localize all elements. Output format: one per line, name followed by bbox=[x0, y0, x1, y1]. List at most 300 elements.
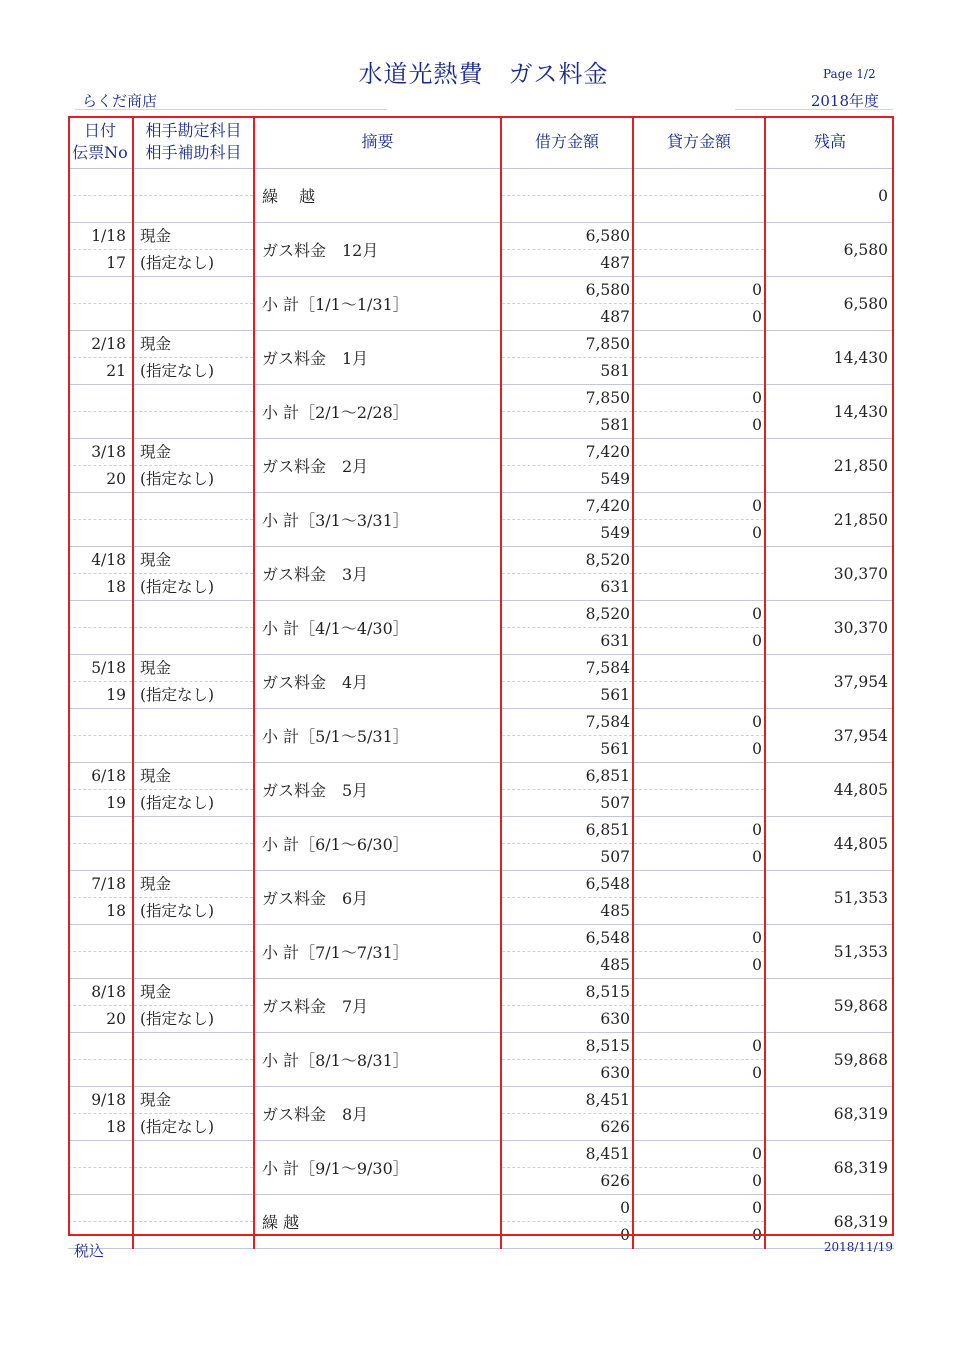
counter-account: 現金 bbox=[134, 763, 253, 790]
counter-account: 現金 bbox=[134, 331, 253, 358]
date-cell bbox=[68, 439, 133, 493]
account-cell bbox=[133, 277, 254, 331]
voucher-no bbox=[68, 520, 132, 547]
debit-cell bbox=[501, 493, 633, 547]
debit-tax: 0 bbox=[620, 1225, 630, 1244]
ledger-row bbox=[68, 1033, 894, 1087]
counter-subaccount bbox=[134, 952, 253, 979]
account-cell bbox=[133, 1195, 254, 1249]
entry-date bbox=[68, 1033, 132, 1060]
credit-amount: 0 bbox=[634, 277, 764, 304]
balance: 68,319 bbox=[765, 1141, 894, 1195]
debit-cell bbox=[501, 709, 633, 763]
ledger-row bbox=[68, 385, 894, 439]
counter-account bbox=[134, 601, 253, 628]
credit-tax bbox=[634, 1006, 764, 1033]
entry-date: 3/18 bbox=[68, 439, 132, 466]
debit-amount: 8,515 bbox=[502, 1033, 632, 1060]
credit-cell bbox=[633, 169, 765, 223]
credit-amount: 0 bbox=[634, 709, 764, 736]
credit-tax bbox=[634, 898, 764, 925]
credit-amount: 0 bbox=[634, 601, 764, 628]
opening-row bbox=[68, 169, 894, 223]
ledger-row bbox=[68, 763, 894, 817]
debit-amount: 8,515 bbox=[502, 979, 632, 1006]
voucher-no: 18 bbox=[106, 901, 126, 920]
entry-date bbox=[68, 385, 132, 412]
entry-date bbox=[68, 601, 132, 628]
credit-cell bbox=[633, 925, 765, 979]
header-account-label: 相手勘定科目 bbox=[145, 121, 242, 140]
voucher-no: 20 bbox=[106, 469, 126, 488]
debit-tax: 485 bbox=[600, 955, 630, 974]
debit-tax: 485 bbox=[600, 901, 630, 920]
account-cell bbox=[133, 871, 254, 925]
counter-account bbox=[134, 925, 253, 952]
credit-tax: 0 bbox=[752, 847, 762, 866]
credit-cell bbox=[633, 1087, 765, 1141]
description: 小 計［8/1～8/31］ bbox=[254, 1033, 501, 1087]
credit-tax: 0 bbox=[752, 523, 762, 542]
debit-tax: 626 bbox=[600, 1171, 630, 1190]
debit-tax: 487 bbox=[600, 253, 630, 272]
counter-subaccount: (指定なし) bbox=[140, 793, 215, 812]
credit-tax bbox=[634, 358, 764, 385]
credit-tax: 0 bbox=[752, 631, 762, 650]
balance: 37,954 bbox=[765, 709, 894, 763]
credit-cell bbox=[633, 763, 765, 817]
debit-amount: 6,548 bbox=[502, 925, 632, 952]
credit-cell bbox=[633, 979, 765, 1033]
credit-cell bbox=[633, 277, 765, 331]
credit-amount bbox=[634, 223, 764, 250]
date-cell bbox=[68, 817, 133, 871]
entry-date: 4/18 bbox=[68, 547, 132, 574]
counter-account: 現金 bbox=[134, 1087, 253, 1114]
credit-cell bbox=[633, 547, 765, 601]
date-cell bbox=[68, 1033, 133, 1087]
credit-amount: 0 bbox=[634, 1141, 764, 1168]
credit-amount: 0 bbox=[634, 1033, 764, 1060]
description: 小 計［7/1～7/31］ bbox=[254, 925, 501, 979]
counter-account bbox=[134, 493, 253, 520]
debit-tax: 626 bbox=[600, 1117, 630, 1136]
counter-account bbox=[134, 385, 253, 412]
counter-subaccount bbox=[134, 1168, 253, 1195]
debit-tax: 507 bbox=[600, 793, 630, 812]
date-cell bbox=[68, 763, 133, 817]
date-cell bbox=[68, 1141, 133, 1195]
description: 小 計［9/1～9/30］ bbox=[254, 1141, 501, 1195]
voucher-no bbox=[68, 952, 132, 979]
debit-tax: 507 bbox=[600, 847, 630, 866]
date-cell bbox=[68, 709, 133, 763]
credit-tax: 0 bbox=[752, 1171, 762, 1190]
entry-date bbox=[68, 925, 132, 952]
debit-amount: 6,851 bbox=[502, 817, 632, 844]
opening-label: 繰 越 bbox=[254, 169, 501, 223]
header-row bbox=[68, 116, 894, 169]
balance: 30,370 bbox=[765, 601, 894, 655]
counter-account bbox=[134, 709, 253, 736]
year-underline bbox=[735, 109, 893, 110]
description: ガス料金 3月 bbox=[254, 547, 501, 601]
credit-tax: 0 bbox=[752, 739, 762, 758]
ledger-row bbox=[68, 817, 894, 871]
counter-account bbox=[134, 277, 253, 304]
date-cell bbox=[68, 277, 133, 331]
date-cell bbox=[68, 169, 133, 223]
credit-amount: 0 bbox=[634, 493, 764, 520]
debit-tax: 549 bbox=[600, 523, 630, 542]
debit-tax: 581 bbox=[600, 361, 630, 380]
credit-tax bbox=[634, 250, 764, 277]
header-voucher-label: 伝票No bbox=[72, 143, 128, 162]
counter-subaccount: (指定なし) bbox=[140, 253, 215, 272]
date-cell bbox=[68, 871, 133, 925]
date-cell bbox=[68, 979, 133, 1033]
description: ガス料金 12月 bbox=[254, 223, 501, 277]
account-cell bbox=[133, 547, 254, 601]
ledger-row bbox=[68, 277, 894, 331]
balance: 14,430 bbox=[765, 385, 894, 439]
debit-cell bbox=[501, 601, 633, 655]
credit-cell bbox=[633, 817, 765, 871]
credit-amount bbox=[634, 331, 764, 358]
entry-date: 1/18 bbox=[68, 223, 132, 250]
description: 小 計［1/1～1/31］ bbox=[254, 277, 501, 331]
debit-amount: 7,420 bbox=[502, 439, 632, 466]
account-cell bbox=[133, 655, 254, 709]
account-cell bbox=[133, 817, 254, 871]
credit-cell bbox=[633, 655, 765, 709]
balance: 37,954 bbox=[765, 655, 894, 709]
date-cell bbox=[68, 547, 133, 601]
balance: 51,353 bbox=[765, 871, 894, 925]
debit-amount: 8,451 bbox=[502, 1141, 632, 1168]
counter-subaccount: (指定なし) bbox=[140, 685, 215, 704]
voucher-no: 18 bbox=[106, 577, 126, 596]
date-cell bbox=[68, 601, 133, 655]
debit-amount: 7,850 bbox=[502, 331, 632, 358]
ledger-row bbox=[68, 493, 894, 547]
credit-tax: 0 bbox=[752, 415, 762, 434]
credit-amount bbox=[634, 763, 764, 790]
header-account bbox=[133, 116, 254, 169]
entry-date bbox=[68, 493, 132, 520]
debit-tax: 581 bbox=[600, 415, 630, 434]
credit-tax bbox=[634, 1114, 764, 1141]
debit-cell bbox=[501, 925, 633, 979]
debit-tax: 549 bbox=[600, 469, 630, 488]
counter-subaccount bbox=[134, 628, 253, 655]
account-cell bbox=[133, 223, 254, 277]
counter-account bbox=[134, 1033, 253, 1060]
voucher-no bbox=[68, 304, 132, 331]
credit-amount bbox=[634, 439, 764, 466]
counter-subaccount: (指定なし) bbox=[140, 901, 215, 920]
debit-amount: 6,851 bbox=[502, 763, 632, 790]
counter-subaccount bbox=[134, 520, 253, 547]
debit-amount: 8,520 bbox=[502, 547, 632, 574]
entry-date bbox=[68, 817, 132, 844]
ledger-row bbox=[68, 223, 894, 277]
entry-date: 2/18 bbox=[68, 331, 132, 358]
date-cell bbox=[68, 1087, 133, 1141]
debit-amount: 6,580 bbox=[502, 277, 632, 304]
description: 小 計［6/1～6/30］ bbox=[254, 817, 501, 871]
debit-cell bbox=[501, 277, 633, 331]
debit-amount: 8,451 bbox=[502, 1087, 632, 1114]
debit-tax: 487 bbox=[600, 307, 630, 326]
credit-cell bbox=[633, 331, 765, 385]
header-date-label: 日付 bbox=[83, 121, 116, 140]
header-description: 摘要 bbox=[254, 116, 501, 169]
counter-subaccount: (指定なし) bbox=[140, 1009, 215, 1028]
credit-cell bbox=[633, 1195, 765, 1249]
balance: 21,850 bbox=[765, 493, 894, 547]
ledger-row bbox=[68, 979, 894, 1033]
debit-amount: 7,850 bbox=[502, 385, 632, 412]
fiscal-year: 2018年度 bbox=[810, 92, 879, 110]
entry-date: 9/18 bbox=[68, 1087, 132, 1114]
credit-amount bbox=[634, 871, 764, 898]
account-cell bbox=[133, 439, 254, 493]
counter-subaccount bbox=[134, 1222, 253, 1249]
debit-amount: 6,580 bbox=[502, 223, 632, 250]
credit-amount: 0 bbox=[634, 817, 764, 844]
credit-tax: 0 bbox=[752, 1063, 762, 1082]
date-cell bbox=[68, 223, 133, 277]
debit-cell bbox=[501, 331, 633, 385]
debit-amount: 6,548 bbox=[502, 871, 632, 898]
debit-cell bbox=[501, 385, 633, 439]
counter-subaccount: (指定なし) bbox=[140, 1117, 215, 1136]
account-cell bbox=[133, 1087, 254, 1141]
header-balance: 残高 bbox=[765, 116, 894, 169]
debit-cell bbox=[501, 169, 633, 223]
header-credit: 貸方金額 bbox=[633, 116, 765, 169]
ledger-row bbox=[68, 439, 894, 493]
description: ガス料金 1月 bbox=[254, 331, 501, 385]
company-underline bbox=[75, 109, 387, 110]
credit-tax: 0 bbox=[752, 307, 762, 326]
voucher-no: 21 bbox=[106, 361, 126, 380]
credit-tax: 0 bbox=[752, 1225, 762, 1244]
description: ガス料金 7月 bbox=[254, 979, 501, 1033]
debit-tax: 561 bbox=[600, 685, 630, 704]
account-cell bbox=[133, 979, 254, 1033]
debit-cell bbox=[501, 817, 633, 871]
debit-cell bbox=[501, 763, 633, 817]
voucher-no bbox=[68, 1060, 132, 1087]
balance: 44,805 bbox=[765, 817, 894, 871]
entry-date bbox=[68, 277, 132, 304]
balance: 14,430 bbox=[765, 331, 894, 385]
counter-account bbox=[134, 1195, 253, 1222]
counter-subaccount: (指定なし) bbox=[140, 469, 215, 488]
voucher-no: 18 bbox=[106, 1117, 126, 1136]
credit-tax bbox=[634, 574, 764, 601]
debit-cell bbox=[501, 655, 633, 709]
description: ガス料金 5月 bbox=[254, 763, 501, 817]
counter-subaccount: (指定なし) bbox=[140, 577, 215, 596]
debit-cell bbox=[501, 871, 633, 925]
counter-account: 現金 bbox=[134, 655, 253, 682]
counter-subaccount bbox=[134, 412, 253, 439]
counter-account: 現金 bbox=[134, 223, 253, 250]
debit-cell bbox=[501, 439, 633, 493]
balance: 6,580 bbox=[765, 277, 894, 331]
debit-amount: 7,584 bbox=[502, 709, 632, 736]
account-cell bbox=[133, 331, 254, 385]
counter-account bbox=[134, 1141, 253, 1168]
counter-account: 現金 bbox=[134, 979, 253, 1006]
date-cell bbox=[68, 925, 133, 979]
credit-amount: 0 bbox=[634, 1195, 764, 1222]
credit-tax bbox=[634, 790, 764, 817]
account-cell bbox=[133, 709, 254, 763]
entry-date: 7/18 bbox=[68, 871, 132, 898]
counter-subaccount bbox=[134, 1060, 253, 1087]
ledger-row bbox=[68, 1087, 894, 1141]
description: ガス料金 6月 bbox=[254, 871, 501, 925]
counter-account: 現金 bbox=[134, 439, 253, 466]
balance: 68,319 bbox=[765, 1195, 894, 1249]
balance: 51,353 bbox=[765, 925, 894, 979]
debit-cell bbox=[501, 1087, 633, 1141]
counter-account: 現金 bbox=[134, 547, 253, 574]
counter-account bbox=[134, 817, 253, 844]
account-cell bbox=[133, 493, 254, 547]
counter-account: 現金 bbox=[134, 871, 253, 898]
entry-date bbox=[68, 1141, 132, 1168]
ledger-row bbox=[68, 331, 894, 385]
balance: 21,850 bbox=[765, 439, 894, 493]
entry-date: 5/18 bbox=[68, 655, 132, 682]
voucher-no bbox=[68, 844, 132, 871]
balance: 68,319 bbox=[765, 1087, 894, 1141]
balance: 59,868 bbox=[765, 1033, 894, 1087]
description: 小 計［5/1～5/31］ bbox=[254, 709, 501, 763]
voucher-no: 17 bbox=[106, 253, 126, 272]
ledger-row bbox=[68, 925, 894, 979]
debit-tax: 561 bbox=[600, 739, 630, 758]
balance: 6,580 bbox=[765, 223, 894, 277]
credit-tax bbox=[634, 682, 764, 709]
ledger-row bbox=[68, 1195, 894, 1249]
voucher-no: 20 bbox=[106, 1009, 126, 1028]
credit-amount bbox=[634, 1087, 764, 1114]
balance: 44,805 bbox=[765, 763, 894, 817]
header-date bbox=[68, 116, 133, 169]
description: ガス料金 4月 bbox=[254, 655, 501, 709]
counter-subaccount bbox=[134, 736, 253, 763]
header-subaccount-label: 相手補助科目 bbox=[145, 143, 242, 162]
credit-cell bbox=[633, 1141, 765, 1195]
entry-date bbox=[68, 1195, 132, 1222]
account-cell bbox=[133, 1141, 254, 1195]
credit-cell bbox=[633, 871, 765, 925]
date-cell bbox=[68, 493, 133, 547]
debit-cell bbox=[501, 1033, 633, 1087]
description: 小 計［4/1～4/30］ bbox=[254, 601, 501, 655]
date-cell bbox=[68, 331, 133, 385]
voucher-no: 19 bbox=[106, 793, 126, 812]
date-cell bbox=[68, 655, 133, 709]
balance: 59,868 bbox=[765, 979, 894, 1033]
entry-date: 8/18 bbox=[68, 979, 132, 1006]
description: 繰 越 bbox=[254, 1195, 501, 1249]
page-title: 水道光熱費 ガス料金 bbox=[358, 60, 609, 88]
voucher-no bbox=[68, 628, 132, 655]
debit-cell bbox=[501, 547, 633, 601]
debit-cell bbox=[501, 979, 633, 1033]
opening-balance: 0 bbox=[765, 169, 894, 223]
debit-amount: 0 bbox=[502, 1195, 632, 1222]
debit-cell bbox=[501, 1195, 633, 1249]
debit-tax: 631 bbox=[600, 631, 630, 650]
debit-cell bbox=[501, 1141, 633, 1195]
credit-amount bbox=[634, 547, 764, 574]
credit-cell bbox=[633, 601, 765, 655]
credit-amount bbox=[634, 655, 764, 682]
credit-cell bbox=[633, 439, 765, 493]
debit-tax: 630 bbox=[600, 1063, 630, 1082]
debit-tax: 631 bbox=[600, 577, 630, 596]
counter-subaccount bbox=[134, 304, 253, 331]
account-cell bbox=[133, 169, 254, 223]
description: 小 計［3/1～3/31］ bbox=[254, 493, 501, 547]
credit-amount: 0 bbox=[634, 925, 764, 952]
account-cell bbox=[133, 763, 254, 817]
header-debit: 借方金額 bbox=[501, 116, 633, 169]
ledger-row bbox=[68, 1141, 894, 1195]
credit-cell bbox=[633, 709, 765, 763]
debit-cell bbox=[501, 223, 633, 277]
credit-tax: 0 bbox=[752, 955, 762, 974]
ledger-row bbox=[68, 709, 894, 763]
voucher-no bbox=[68, 412, 132, 439]
printed-date: 2018/11/19 bbox=[823, 1240, 893, 1254]
ledger-row bbox=[68, 601, 894, 655]
credit-amount bbox=[634, 979, 764, 1006]
description: ガス料金 8月 bbox=[254, 1087, 501, 1141]
ledger-row bbox=[68, 547, 894, 601]
account-cell bbox=[133, 601, 254, 655]
debit-amount: 8,520 bbox=[502, 601, 632, 628]
credit-cell bbox=[633, 223, 765, 277]
page-number: Page 1/2 bbox=[823, 67, 876, 81]
voucher-no bbox=[68, 736, 132, 763]
voucher-no: 19 bbox=[106, 685, 126, 704]
date-cell bbox=[68, 385, 133, 439]
credit-cell bbox=[633, 1033, 765, 1087]
debit-tax: 630 bbox=[600, 1009, 630, 1028]
credit-cell bbox=[633, 493, 765, 547]
ledger-row bbox=[68, 655, 894, 709]
ledger-row bbox=[68, 871, 894, 925]
entry-date bbox=[68, 709, 132, 736]
tax-mode: 税込 bbox=[74, 1242, 105, 1260]
account-cell bbox=[133, 1033, 254, 1087]
voucher-no bbox=[68, 1168, 132, 1195]
ledger-table bbox=[68, 116, 894, 1249]
account-cell bbox=[133, 925, 254, 979]
debit-amount: 7,420 bbox=[502, 493, 632, 520]
account-cell bbox=[133, 385, 254, 439]
entry-date: 6/18 bbox=[68, 763, 132, 790]
